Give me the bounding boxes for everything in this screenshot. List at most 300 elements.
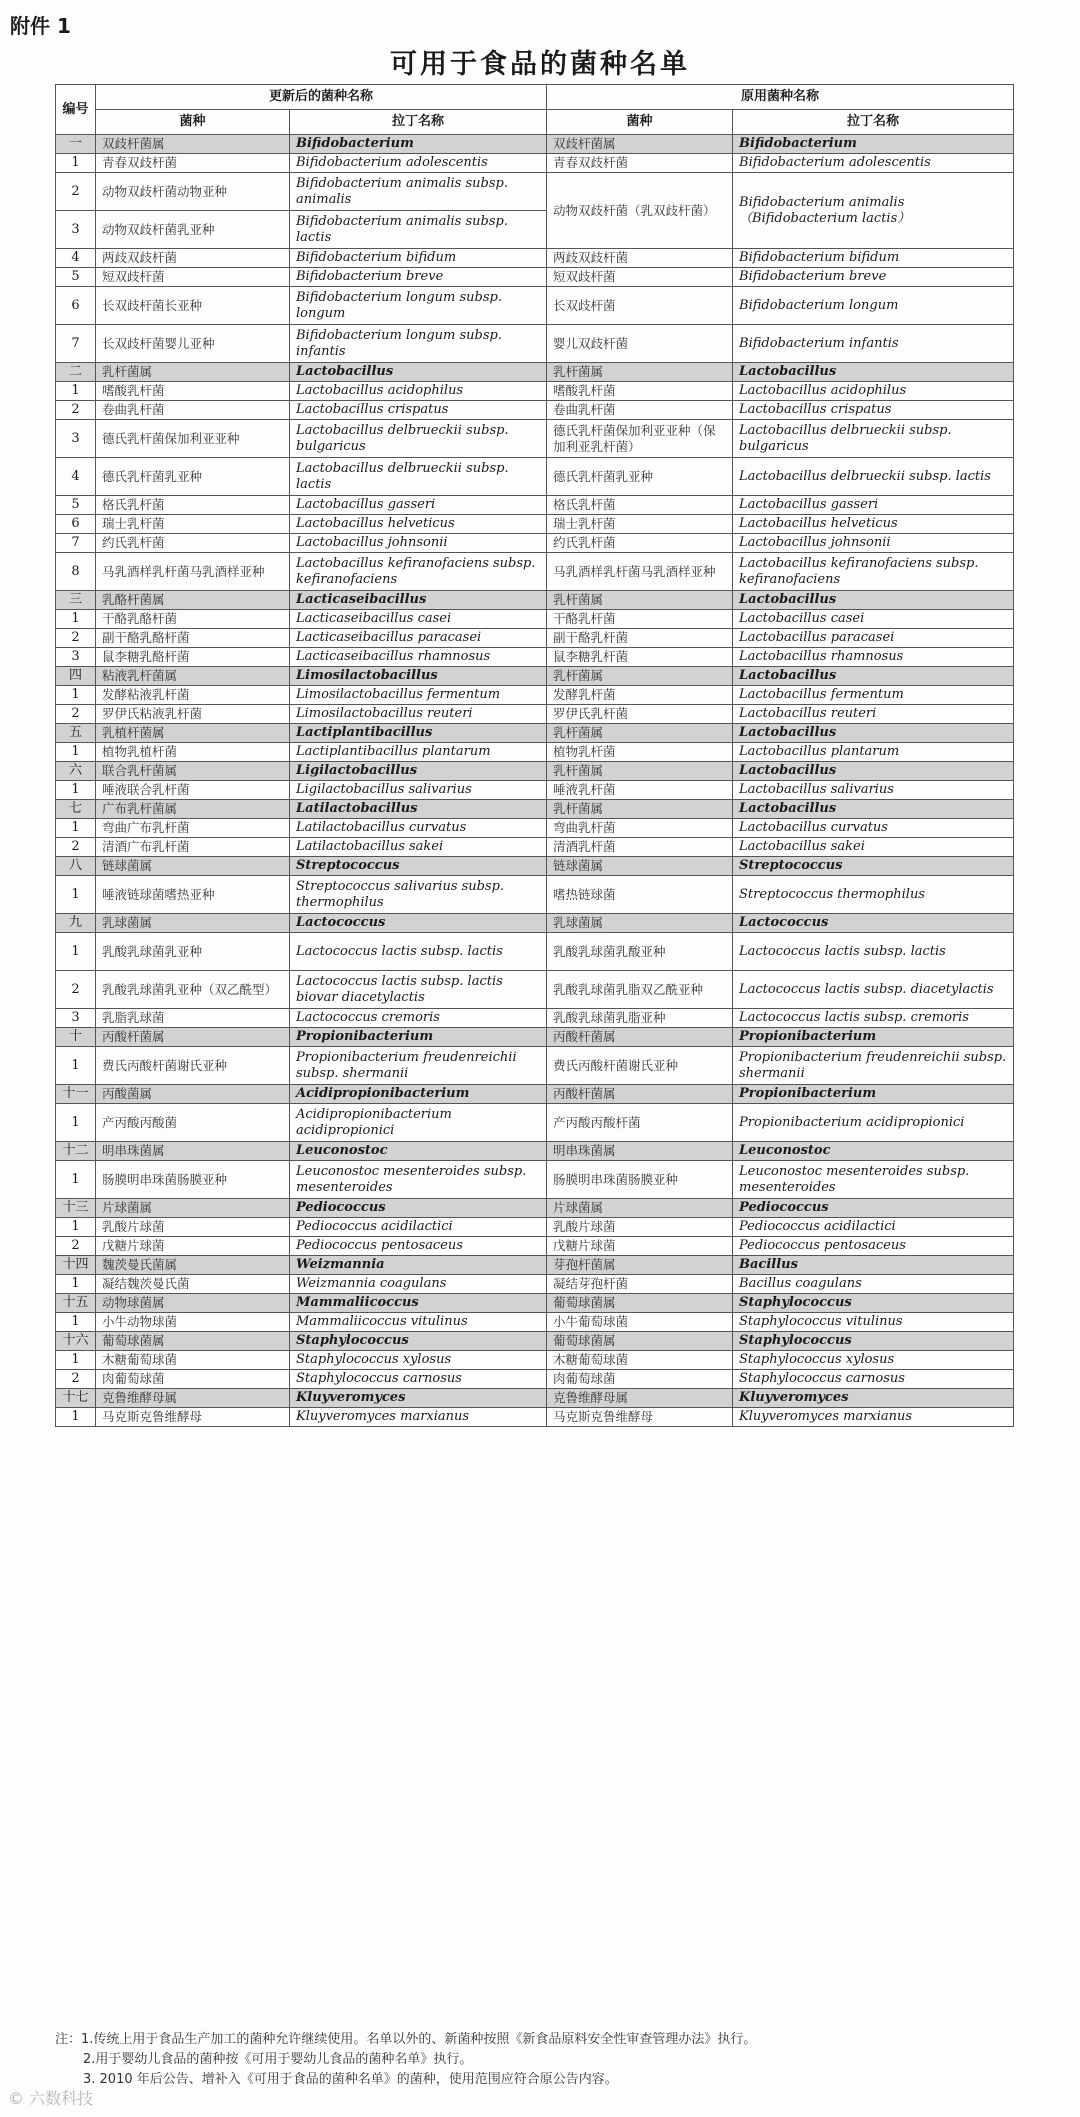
original-strain-name: 明串珠菌属 (547, 1142, 733, 1161)
updated-strain-name: 明串珠菌属 (96, 1142, 290, 1161)
original-strain-name: 乳球菌属 (547, 914, 733, 933)
updated-latin-name: Leuconostoc mesenteroides subsp. mesenteroides (290, 1161, 547, 1199)
original-strain-name: 德氏乳杆菌乳亚种 (547, 458, 733, 496)
row-number: 6 (56, 515, 96, 534)
row-number: 1 (56, 1351, 96, 1370)
original-latin-name: Propionibacterium acidipropionici (733, 1104, 1014, 1142)
original-strain-name: 副干酪乳杆菌 (547, 629, 733, 648)
updated-latin-name: Bifidobacterium (290, 135, 547, 154)
updated-strain-name: 片球菌属 (96, 1199, 290, 1218)
row-number: 三 (56, 591, 96, 610)
updated-strain-name: 链球菌属 (96, 857, 290, 876)
updated-latin-name: Propionibacterium freudenreichii subsp. shermanii (290, 1047, 547, 1085)
table-row (56, 1275, 1014, 1294)
genus-row (56, 1028, 1014, 1047)
header-updated-latin: 拉丁名称 (290, 110, 547, 135)
original-strain-name: 乳酸乳球菌乳脂双乙酰亚种 (547, 971, 733, 1009)
updated-latin-name: Bifidobacterium animalis subsp. animalis (290, 173, 547, 211)
original-latin-name: Lactobacillus delbrueckii subsp. lactis (733, 458, 1014, 496)
genus-row (56, 1142, 1014, 1161)
updated-strain-name: 广布乳杆菌属 (96, 800, 290, 819)
table-row (56, 268, 1014, 287)
updated-strain-name: 凝结魏茨曼氏菌 (96, 1275, 290, 1294)
table-row (56, 686, 1014, 705)
genus-row (56, 1256, 1014, 1275)
header-no: 编号 (56, 85, 96, 135)
original-strain-name: 青春双歧杆菌 (547, 154, 733, 173)
updated-latin-name: Lactobacillus delbrueckii subsp. lactis (290, 458, 547, 496)
original-latin-name: Kluyveromyces marxianus (733, 1408, 1014, 1427)
updated-latin-name: Bifidobacterium animalis subsp. lactis (290, 211, 547, 249)
table-row (56, 1370, 1014, 1389)
table-row (56, 1408, 1014, 1427)
original-strain-name: 马乳酒样乳杆菌马乳酒样亚种 (547, 553, 733, 591)
header-row-1 (56, 85, 1014, 110)
table-row (56, 1104, 1014, 1142)
updated-latin-name: Bifidobacterium adolescentis (290, 154, 547, 173)
original-latin-name: Bifidobacterium (733, 135, 1014, 154)
row-number: 2 (56, 705, 96, 724)
updated-latin-name: Streptococcus salivarius subsp. thermophilus (290, 876, 547, 914)
original-strain-name: 动物双歧杆菌（乳双歧杆菌） (547, 173, 733, 249)
table-row (56, 496, 1014, 515)
updated-latin-name: Bifidobacterium bifidum (290, 249, 547, 268)
row-number: 1 (56, 154, 96, 173)
original-latin-name: Pediococcus (733, 1199, 1014, 1218)
updated-strain-name: 乳酸乳球菌乳亚种 (96, 933, 290, 971)
original-latin-name: Bifidobacterium animalis （Bifidobacterium lactis） (733, 173, 1014, 249)
updated-latin-name: Lactiplantibacillus plantarum (290, 743, 547, 762)
table-row (56, 819, 1014, 838)
updated-latin-name: Lactobacillus acidophilus (290, 382, 547, 401)
genus-row (56, 1389, 1014, 1408)
updated-strain-name: 约氏乳杆菌 (96, 534, 290, 553)
original-latin-name: Propionibacterium (733, 1085, 1014, 1104)
row-number: 2 (56, 629, 96, 648)
updated-strain-name: 乳酸片球菌 (96, 1218, 290, 1237)
original-strain-name: 肉葡萄球菌 (547, 1370, 733, 1389)
row-number: 十四 (56, 1256, 96, 1275)
row-number: 1 (56, 1161, 96, 1199)
updated-latin-name: Lactobacillus kefiranofaciens subsp. kefiranofaciens (290, 553, 547, 591)
updated-strain-name: 木糖葡萄球菌 (96, 1351, 290, 1370)
row-number: 1 (56, 382, 96, 401)
original-strain-name: 克鲁维酵母属 (547, 1389, 733, 1408)
header-row-2 (56, 110, 1014, 135)
updated-strain-name: 唾液链球菌嗜热亚种 (96, 876, 290, 914)
genus-row (56, 135, 1014, 154)
updated-latin-name: Weizmannia coagulans (290, 1275, 547, 1294)
original-strain-name: 乳杆菌属 (547, 591, 733, 610)
genus-row (56, 667, 1014, 686)
row-number: 2 (56, 971, 96, 1009)
updated-latin-name: Bifidobacterium longum subsp. infantis (290, 325, 547, 363)
table-row (56, 401, 1014, 420)
original-latin-name: Lactobacillus sakei (733, 838, 1014, 857)
original-latin-name: Bifidobacterium adolescentis (733, 154, 1014, 173)
original-latin-name: Lactobacillus johnsonii (733, 534, 1014, 553)
original-strain-name: 罗伊氏乳杆菌 (547, 705, 733, 724)
original-strain-name: 乳杆菌属 (547, 724, 733, 743)
updated-strain-name: 短双歧杆菌 (96, 268, 290, 287)
updated-strain-name: 德氏乳杆菌保加利亚亚种 (96, 420, 290, 458)
row-number: 十一 (56, 1085, 96, 1104)
table-row (56, 534, 1014, 553)
row-number: 3 (56, 420, 96, 458)
original-latin-name: Lactobacillus helveticus (733, 515, 1014, 534)
updated-latin-name: Pediococcus pentosaceus (290, 1237, 547, 1256)
updated-strain-name: 长双歧杆菌婴儿亚种 (96, 325, 290, 363)
header-original-name: 原用菌种名称 (547, 85, 1014, 110)
original-latin-name: Bacillus (733, 1256, 1014, 1275)
updated-strain-name: 粘液乳杆菌属 (96, 667, 290, 686)
original-latin-name: Lactococcus lactis subsp. lactis (733, 933, 1014, 971)
row-number: 十二 (56, 1142, 96, 1161)
original-strain-name: 乳酸乳球菌乳脂亚种 (547, 1009, 733, 1028)
genus-row (56, 857, 1014, 876)
original-latin-name: Lactobacillus (733, 762, 1014, 781)
updated-latin-name: Lactococcus lactis subsp. lactis biovar diacetylactis (290, 971, 547, 1009)
original-latin-name: Lactobacillus paracasei (733, 629, 1014, 648)
original-strain-name: 肠膜明串珠菌肠膜亚种 (547, 1161, 733, 1199)
original-strain-name: 产丙酸丙酸杆菌 (547, 1104, 733, 1142)
watermark: © 六数科技 (8, 2089, 94, 2108)
row-number: 2 (56, 1370, 96, 1389)
updated-strain-name: 联合乳杆菌属 (96, 762, 290, 781)
genus-row (56, 363, 1014, 382)
genus-row (56, 724, 1014, 743)
updated-strain-name: 青春双歧杆菌 (96, 154, 290, 173)
genus-row (56, 800, 1014, 819)
updated-latin-name: Lactobacillus johnsonii (290, 534, 547, 553)
original-latin-name: Leuconostoc (733, 1142, 1014, 1161)
table-row (56, 1047, 1014, 1085)
updated-strain-name: 瑞士乳杆菌 (96, 515, 290, 534)
updated-strain-name: 小牛动物球菌 (96, 1313, 290, 1332)
row-number: 8 (56, 553, 96, 591)
updated-strain-name: 德氏乳杆菌乳亚种 (96, 458, 290, 496)
original-strain-name: 德氏乳杆菌保加利亚亚种（保加利亚乳杆菌） (547, 420, 733, 458)
table-body (56, 135, 1014, 1427)
original-latin-name: Lactococcus lactis subsp. diacetylactis (733, 971, 1014, 1009)
page-title: 可用于食品的菌种名单 (390, 49, 690, 80)
original-latin-name: Streptococcus thermophilus (733, 876, 1014, 914)
original-strain-name: 芽孢杆菌属 (547, 1256, 733, 1275)
row-number: 2 (56, 173, 96, 211)
updated-latin-name: Bifidobacterium breve (290, 268, 547, 287)
updated-strain-name: 植物乳植杆菌 (96, 743, 290, 762)
updated-latin-name: Lactobacillus delbrueckii subsp. bulgaricus (290, 420, 547, 458)
updated-latin-name: Weizmannia (290, 1256, 547, 1275)
row-number: 3 (56, 648, 96, 667)
original-strain-name: 乳酸乳球菌乳酸亚种 (547, 933, 733, 971)
row-number: 2 (56, 838, 96, 857)
updated-strain-name: 格氏乳杆菌 (96, 496, 290, 515)
original-latin-name: Bifidobacterium bifidum (733, 249, 1014, 268)
row-number: 5 (56, 268, 96, 287)
row-number: 四 (56, 667, 96, 686)
original-latin-name: Lactobacillus reuteri (733, 705, 1014, 724)
header-original-strain: 菌种 (547, 110, 733, 135)
original-strain-name: 发酵乳杆菌 (547, 686, 733, 705)
updated-latin-name: Lacticaseibacillus paracasei (290, 629, 547, 648)
row-number: 1 (56, 743, 96, 762)
header-updated-name: 更新后的菌种名称 (96, 85, 547, 110)
updated-latin-name: Lactobacillus (290, 363, 547, 382)
row-number: 6 (56, 287, 96, 325)
row-number: 1 (56, 819, 96, 838)
table-row (56, 325, 1014, 363)
original-latin-name: Lactobacillus plantarum (733, 743, 1014, 762)
row-number: 1 (56, 1047, 96, 1085)
header-original-latin: 拉丁名称 (733, 110, 1014, 135)
original-strain-name: 木糖葡萄球菌 (547, 1351, 733, 1370)
original-strain-name: 唾液乳杆菌 (547, 781, 733, 800)
original-latin-name: Staphylococcus vitulinus (733, 1313, 1014, 1332)
original-strain-name: 鼠李糖乳杆菌 (547, 648, 733, 667)
updated-latin-name: Propionibacterium (290, 1028, 547, 1047)
updated-latin-name: Streptococcus (290, 857, 547, 876)
updated-latin-name: Mammaliicoccus vitulinus (290, 1313, 547, 1332)
updated-latin-name: Lactococcus cremoris (290, 1009, 547, 1028)
updated-latin-name: Lactococcus lactis subsp. lactis (290, 933, 547, 971)
updated-strain-name: 动物双歧杆菌动物亚种 (96, 173, 290, 211)
row-number: 八 (56, 857, 96, 876)
table-row (56, 154, 1014, 173)
table-row (56, 933, 1014, 971)
updated-strain-name: 弯曲广布乳杆菌 (96, 819, 290, 838)
updated-latin-name: Latilactobacillus curvatus (290, 819, 547, 838)
updated-strain-name: 乳植杆菌属 (96, 724, 290, 743)
updated-strain-name: 乳脂乳球菌 (96, 1009, 290, 1028)
updated-latin-name: Lacticaseibacillus casei (290, 610, 547, 629)
original-latin-name: Staphylococcus carnosus (733, 1370, 1014, 1389)
row-number: 1 (56, 1275, 96, 1294)
updated-latin-name: Limosilactobacillus (290, 667, 547, 686)
original-latin-name: Lactobacillus delbrueckii subsp. bulgaricus (733, 420, 1014, 458)
table-row (56, 382, 1014, 401)
updated-latin-name: Acidipropionibacterium (290, 1085, 547, 1104)
row-number: 7 (56, 325, 96, 363)
updated-strain-name: 发酵粘液乳杆菌 (96, 686, 290, 705)
original-strain-name: 乳杆菌属 (547, 800, 733, 819)
original-strain-name: 丙酸杆菌属 (547, 1085, 733, 1104)
updated-latin-name: Latilactobacillus (290, 800, 547, 819)
strain-table (55, 84, 1014, 1427)
original-latin-name: Staphylococcus xylosus (733, 1351, 1014, 1370)
original-strain-name: 乳杆菌属 (547, 762, 733, 781)
updated-latin-name: Pediococcus acidilactici (290, 1218, 547, 1237)
original-latin-name: Bifidobacterium infantis (733, 325, 1014, 363)
original-strain-name: 两歧双歧杆菌 (547, 249, 733, 268)
updated-strain-name: 鼠李糖乳酪杆菌 (96, 648, 290, 667)
original-strain-name: 长双歧杆菌 (547, 287, 733, 325)
updated-strain-name: 克鲁维酵母属 (96, 1389, 290, 1408)
original-strain-name: 双歧杆菌属 (547, 135, 733, 154)
header-updated-strain: 菌种 (96, 110, 290, 135)
table-row (56, 420, 1014, 458)
updated-latin-name: Staphylococcus (290, 1332, 547, 1351)
original-latin-name: Lactobacillus (733, 800, 1014, 819)
original-strain-name: 费氏丙酸杆菌谢氏亚种 (547, 1047, 733, 1085)
updated-strain-name: 乳杆菌属 (96, 363, 290, 382)
updated-strain-name: 卷曲乳杆菌 (96, 401, 290, 420)
original-strain-name: 干酪乳杆菌 (547, 610, 733, 629)
updated-latin-name: Pediococcus (290, 1199, 547, 1218)
table-row (56, 1313, 1014, 1332)
row-number: 1 (56, 781, 96, 800)
original-latin-name: Lactobacillus kefiranofaciens subsp. kefiranofaciens (733, 553, 1014, 591)
updated-strain-name: 罗伊氏粘液乳杆菌 (96, 705, 290, 724)
updated-strain-name: 副干酪乳酪杆菌 (96, 629, 290, 648)
row-number: 五 (56, 724, 96, 743)
row-number: 4 (56, 458, 96, 496)
original-latin-name: Lactobacillus salivarius (733, 781, 1014, 800)
table-row (56, 553, 1014, 591)
updated-strain-name: 肠膜明串珠菌肠膜亚种 (96, 1161, 290, 1199)
original-latin-name: Bifidobacterium breve (733, 268, 1014, 287)
updated-strain-name: 葡萄球菌属 (96, 1332, 290, 1351)
original-latin-name: Lactobacillus (733, 667, 1014, 686)
original-latin-name: Propionibacterium freudenreichii subsp. shermanii (733, 1047, 1014, 1085)
updated-strain-name: 干酪乳酪杆菌 (96, 610, 290, 629)
updated-latin-name: Lacticaseibacillus rhamnosus (290, 648, 547, 667)
genus-row (56, 1199, 1014, 1218)
table-row (56, 971, 1014, 1009)
updated-latin-name: Kluyveromyces marxianus (290, 1408, 547, 1427)
row-number: 十六 (56, 1332, 96, 1351)
original-strain-name: 链球菌属 (547, 857, 733, 876)
row-number: 3 (56, 211, 96, 249)
original-strain-name: 戊糖片球菌 (547, 1237, 733, 1256)
original-strain-name: 卷曲乳杆菌 (547, 401, 733, 420)
updated-strain-name: 清酒广布乳杆菌 (96, 838, 290, 857)
footnote-1: 注：1.传统上用于食品生产加工的菌种允许继续使用。名单以外的、新菌种按照《新食品原料安全性审查管理办法》执行。 (55, 2032, 757, 2047)
row-number: 一 (56, 135, 96, 154)
genus-row (56, 1294, 1014, 1313)
updated-strain-name: 长双歧杆菌长亚种 (96, 287, 290, 325)
row-number: 二 (56, 363, 96, 382)
original-strain-name: 嗜酸乳杆菌 (547, 382, 733, 401)
original-latin-name: Pediococcus pentosaceus (733, 1237, 1014, 1256)
row-number: 十三 (56, 1199, 96, 1218)
genus-row (56, 591, 1014, 610)
original-strain-name: 植物乳杆菌 (547, 743, 733, 762)
updated-latin-name: Acidipropionibacterium acidipropionici (290, 1104, 547, 1142)
row-number: 九 (56, 914, 96, 933)
genus-row (56, 914, 1014, 933)
updated-latin-name: Kluyveromyces (290, 1389, 547, 1408)
row-number: 十五 (56, 1294, 96, 1313)
original-latin-name: Bacillus coagulans (733, 1275, 1014, 1294)
table-row (56, 743, 1014, 762)
updated-strain-name: 魏茨曼氏菌属 (96, 1256, 290, 1275)
row-number: 2 (56, 401, 96, 420)
updated-latin-name: Latilactobacillus sakei (290, 838, 547, 857)
original-latin-name: Lactobacillus casei (733, 610, 1014, 629)
row-number: 十七 (56, 1389, 96, 1408)
row-number: 2 (56, 1237, 96, 1256)
updated-latin-name: Leuconostoc (290, 1142, 547, 1161)
updated-latin-name: Staphylococcus carnosus (290, 1370, 547, 1389)
row-number: 4 (56, 249, 96, 268)
updated-strain-name: 戊糖片球菌 (96, 1237, 290, 1256)
table-row (56, 838, 1014, 857)
table-row (56, 249, 1014, 268)
row-number: 1 (56, 1313, 96, 1332)
updated-strain-name: 肉葡萄球菌 (96, 1370, 290, 1389)
row-number: 7 (56, 534, 96, 553)
original-latin-name: Lactobacillus (733, 363, 1014, 382)
original-latin-name: Lactobacillus (733, 591, 1014, 610)
original-latin-name: Lactococcus lactis subsp. cremoris (733, 1009, 1014, 1028)
original-strain-name: 弯曲乳杆菌 (547, 819, 733, 838)
updated-strain-name: 马乳酒样乳杆菌马乳酒样亚种 (96, 553, 290, 591)
row-number: 七 (56, 800, 96, 819)
original-strain-name: 婴儿双歧杆菌 (547, 325, 733, 363)
original-strain-name: 乳杆菌属 (547, 363, 733, 382)
updated-latin-name: Staphylococcus xylosus (290, 1351, 547, 1370)
table-row (56, 705, 1014, 724)
updated-strain-name: 嗜酸乳杆菌 (96, 382, 290, 401)
table-row (56, 1218, 1014, 1237)
row-number: 5 (56, 496, 96, 515)
original-strain-name: 葡萄球菌属 (547, 1332, 733, 1351)
updated-strain-name: 乳酸乳球菌乳亚种（双乙酰型） (96, 971, 290, 1009)
updated-latin-name: Lactobacillus gasseri (290, 496, 547, 515)
footnotes (55, 2030, 1015, 2090)
row-number: 1 (56, 686, 96, 705)
original-strain-name: 嗜热链球菌 (547, 876, 733, 914)
original-latin-name: Pediococcus acidilactici (733, 1218, 1014, 1237)
table-row (56, 629, 1014, 648)
original-latin-name: Lactobacillus curvatus (733, 819, 1014, 838)
updated-strain-name: 乳酪杆菌属 (96, 591, 290, 610)
row-number: 1 (56, 1218, 96, 1237)
original-latin-name: Lactobacillus crispatus (733, 401, 1014, 420)
row-number: 1 (56, 1104, 96, 1142)
updated-latin-name: Bifidobacterium longum subsp. longum (290, 287, 547, 325)
original-latin-name: Lactobacillus fermentum (733, 686, 1014, 705)
original-latin-name: Lactobacillus rhamnosus (733, 648, 1014, 667)
row-number: 3 (56, 1009, 96, 1028)
original-latin-name: Bifidobacterium longum (733, 287, 1014, 325)
table-row (56, 515, 1014, 534)
updated-latin-name: Limosilactobacillus fermentum (290, 686, 547, 705)
original-latin-name: Propionibacterium (733, 1028, 1014, 1047)
original-latin-name: Streptococcus (733, 857, 1014, 876)
original-latin-name: Lactobacillus gasseri (733, 496, 1014, 515)
updated-strain-name: 双歧杆菌属 (96, 135, 290, 154)
original-latin-name: Staphylococcus (733, 1294, 1014, 1313)
row-number: 1 (56, 1408, 96, 1427)
original-strain-name: 小牛葡萄球菌 (547, 1313, 733, 1332)
table-row (56, 1161, 1014, 1199)
original-strain-name: 马克斯克鲁维酵母 (547, 1408, 733, 1427)
original-latin-name: Kluyveromyces (733, 1389, 1014, 1408)
table-row (56, 610, 1014, 629)
footnote-2: 2.用于婴幼儿食品的菌种按《可用于婴幼儿食品的菌种名单》执行。 (83, 2052, 473, 2067)
attachment-label: 附件 1 (10, 14, 71, 38)
updated-strain-name: 唾液联合乳杆菌 (96, 781, 290, 800)
row-number: 十 (56, 1028, 96, 1047)
updated-latin-name: Ligilactobacillus salivarius (290, 781, 547, 800)
updated-strain-name: 丙酸杆菌属 (96, 1028, 290, 1047)
updated-latin-name: Ligilactobacillus (290, 762, 547, 781)
updated-latin-name: Limosilactobacillus reuteri (290, 705, 547, 724)
original-strain-name: 瑞士乳杆菌 (547, 515, 733, 534)
original-latin-name: Lactococcus (733, 914, 1014, 933)
